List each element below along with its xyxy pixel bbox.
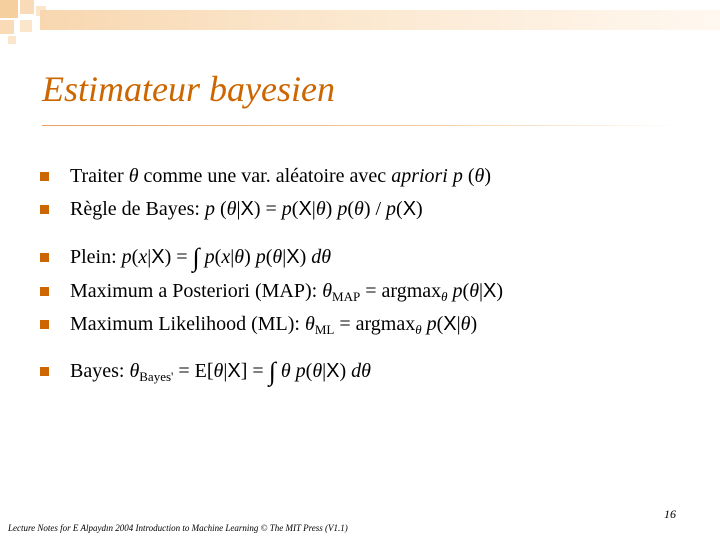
corner-decoration: [0, 0, 720, 44]
decor-square: [0, 0, 18, 18]
bullet-marker: [40, 367, 49, 376]
bullet-marker: [40, 287, 49, 296]
decor-square: [20, 0, 34, 14]
title-underline: [42, 125, 682, 126]
decor-square: [0, 20, 14, 34]
bullet-marker: [40, 320, 49, 329]
decor-square: [8, 36, 16, 44]
bullet-text: Bayes: $\theta_{Bayes'} = E[\theta|X]$ = ∫ θ p(θ|X) dθ: [70, 357, 371, 386]
bullet-marker: [40, 172, 49, 181]
bullet-text: Maximum a Posteriori (MAP): $\theta_{MAP} = argmax_\theta$ p(θ|X): [70, 280, 504, 304]
bullet-text: Plein: p(x|X) = ∫ p(x|θ) p(θ|X) dθ: [70, 243, 332, 272]
bullet-marker: [40, 205, 49, 214]
bullet-text: Maximum Likelihood (ML): $\theta_{ML} = argmax_\theta$ p(X|θ): [70, 313, 478, 337]
footer-citation: Lecture Notes for E Alpaydın 2004 Introduction to Machine Learning © The MIT Press (V1.1): [8, 523, 348, 533]
top-band: [40, 10, 720, 30]
slide-title: Estimateur bayesien: [42, 69, 335, 109]
bullet-marker: [40, 253, 49, 262]
decor-square: [20, 20, 32, 32]
bullet-text: Règle de Bayes: p (θ|X) = p(X|θ) p(θ) / p(X): [70, 198, 423, 220]
bullet-text: Traiter θ comme une var. aléatoire avec apriori p (θ): [70, 165, 492, 187]
page-number: 16: [664, 507, 676, 521]
